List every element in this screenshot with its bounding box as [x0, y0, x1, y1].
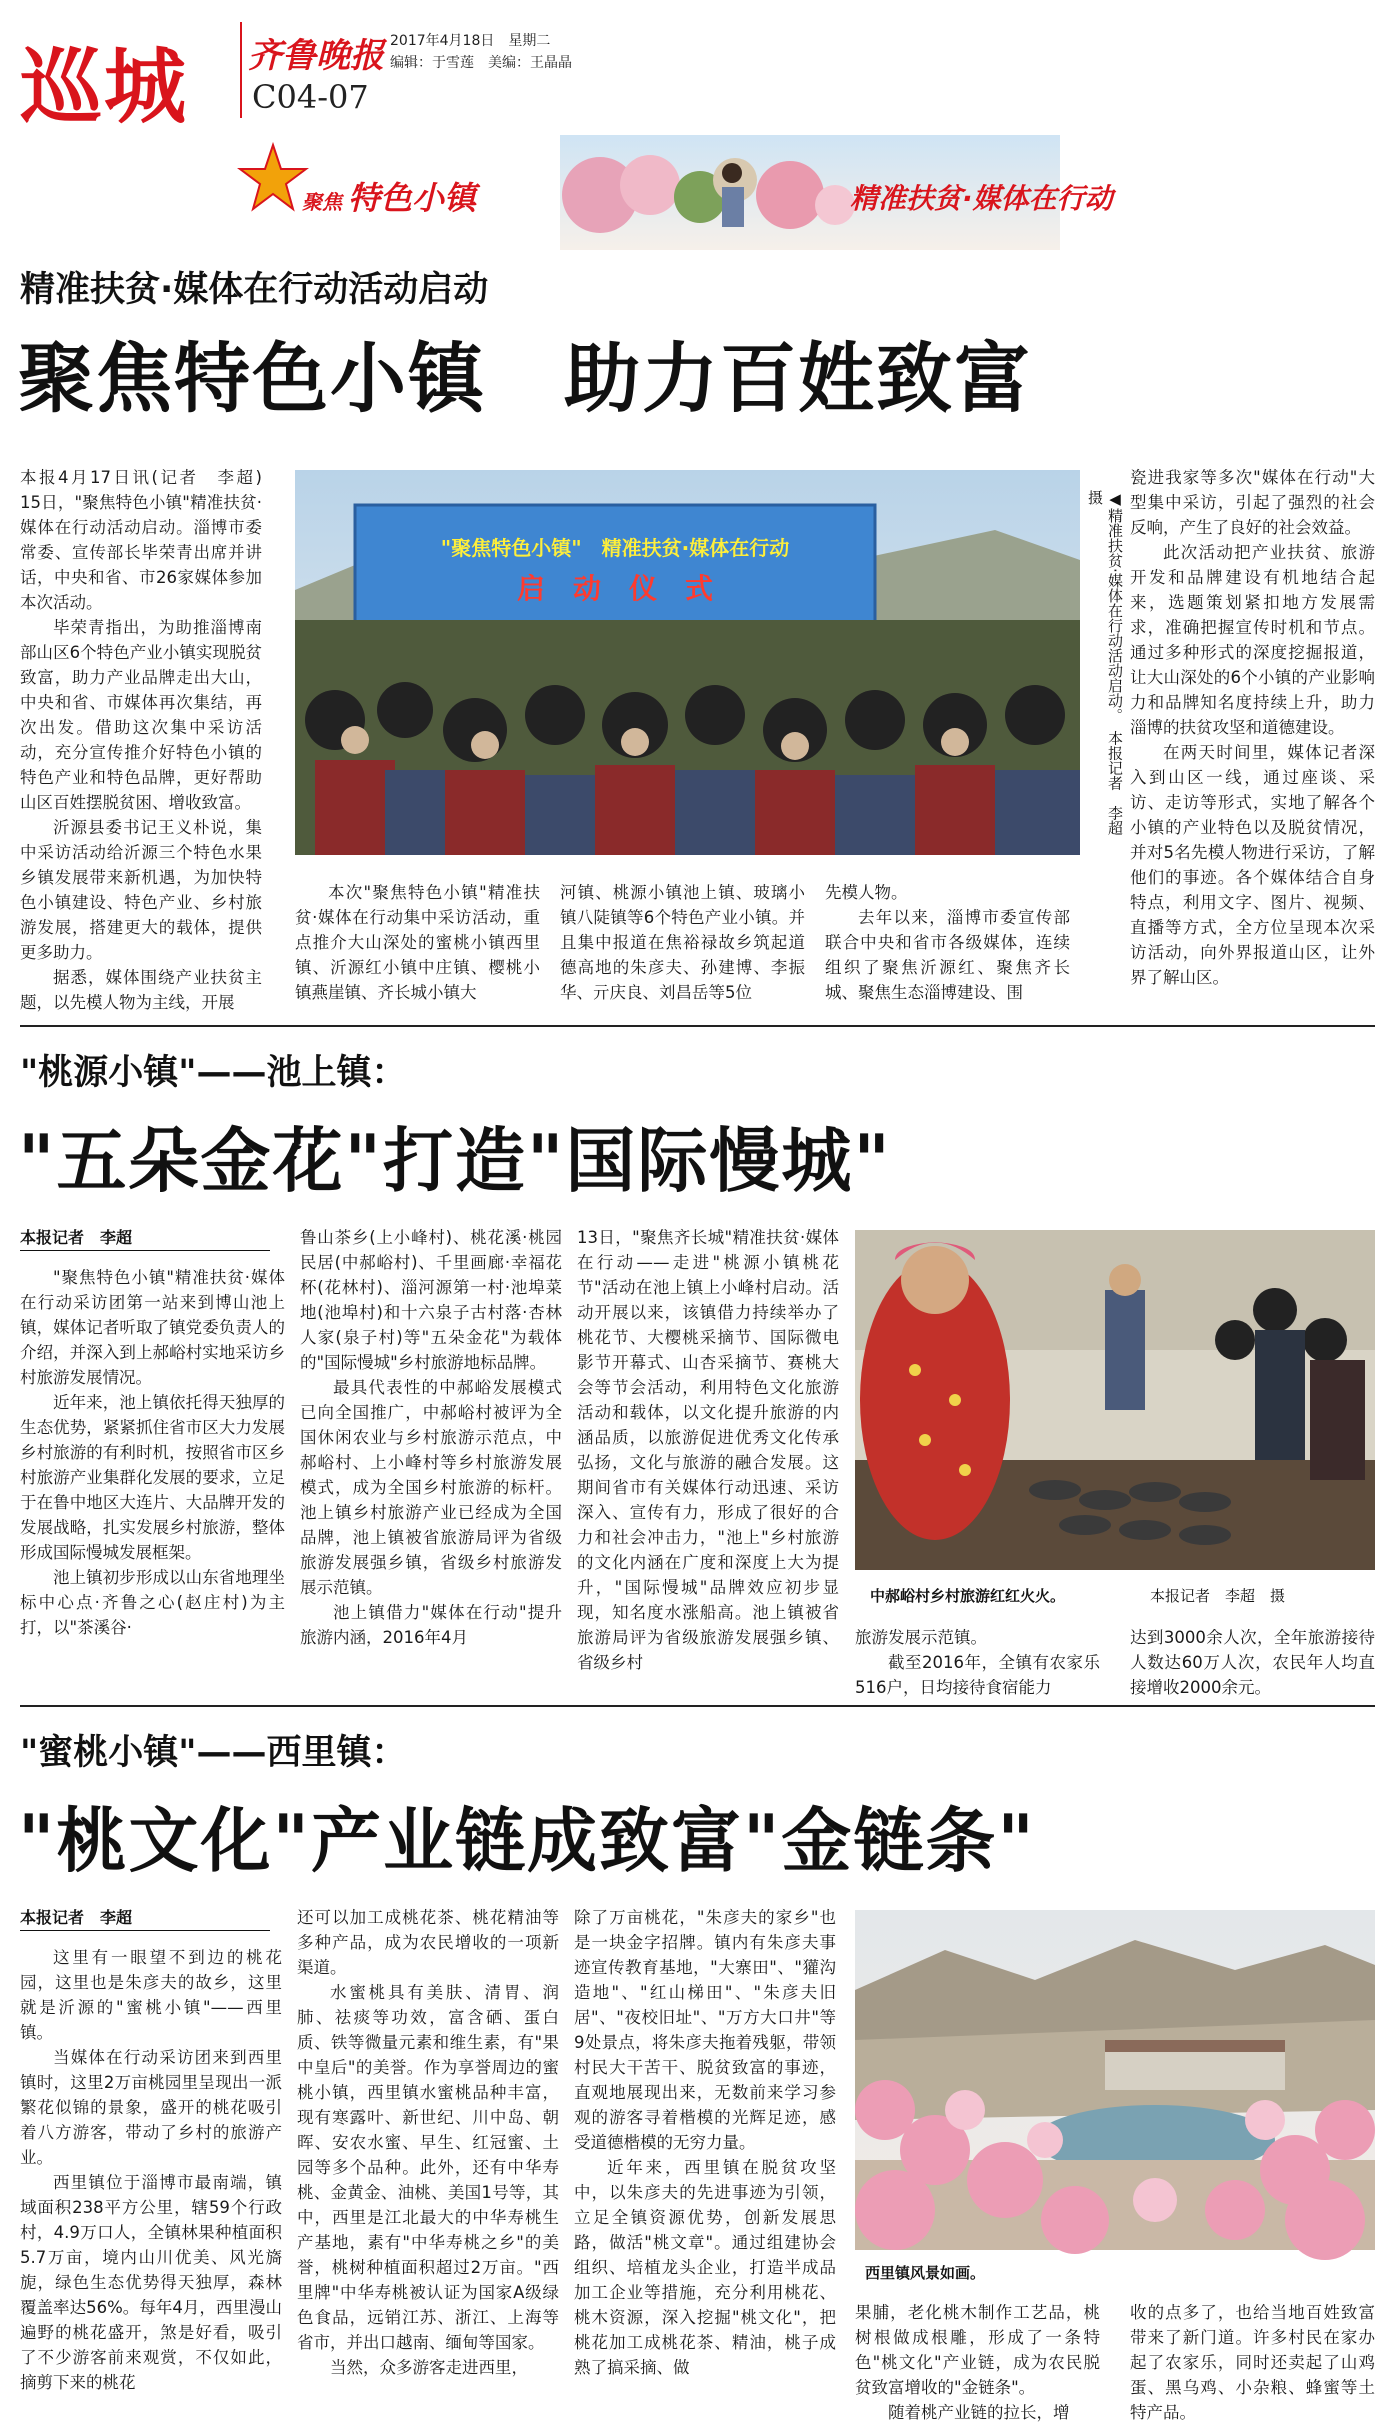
byline-rule [20, 1250, 270, 1251]
story2-col2-para: 最具代表性的中郝峪发展模式已向全国推广，中郝峪村被评为全国休闲农业与乡村旅游示范点，中郝峪村、上小峰村等乡村旅游发展模式，成为全国乡村旅游的标杆。池上镇乡村旅游产业已经成为全国品牌，池上镇被省旅游局评为省级旅游发展强乡镇，省级乡村旅游发展示范镇。 [300, 1378, 562, 1597]
launch-ceremony-photo [295, 470, 1080, 855]
section-divider [20, 1705, 1375, 1707]
page-number: C04-07 [252, 78, 369, 116]
story2-col1-para: 近年来，池上镇依托得天独厚的生态优势，紧紧抓住省市区大力发展乡村旅游的有利时机，按照省市区乡村旅游产业集群化发展的要求，立足于在鲁中地区大连片、大品牌开发的发展战略，扎实发展乡村旅游，整体形成国际慢城发展框架。 [20, 1393, 285, 1562]
newspaper-logo: 齐鲁晚报 [248, 36, 384, 76]
story1-col5-para: 此次活动把产业扶贫、旅游开发和品牌建设有机地结合起来，选题策划紧扣地方发展需求，准确把握宣传时机和节点。通过多种形式的深度挖掘报道，让大山深处的6个小镇的产业影响力和品牌知名度持续上升，助力淄博的扶贫攻坚和道德建设。 [1130, 543, 1375, 737]
story1-column-4 [825, 880, 1070, 1005]
story3-column-3 [574, 1905, 836, 2385]
story3-col2-para: 水蜜桃具有美肤、清胃、润肺、祛痰等功效，富含硒、蛋白质、铁等微量元素和维生素，有"果中皇后"的美誉。作为享誉周边的蜜桃小镇，西里镇水蜜桃品种丰富，现有寒露叶、新世纪、川中岛、朝晖、安农水蜜、早生、红冠蜜、土园等多个品种。此外，还有中华寿桃、金黄金、油桃、美国1号等，其中，西里是江北最大的中华寿桃生产基地，素有"中华寿桃之乡"的美誉，桃树种植面积超过2万亩。"西里牌"中华寿桃被认证为国家A级绿色食品，远销江苏、浙江、上海等省市，并出口越南、缅甸等国家。 [297, 1983, 559, 2352]
byline-rule [20, 1930, 270, 1931]
story3-col5-para: 收的点多了，也给当地百姓致富带来了新门道。许多村民在家办起了农家乐，同时还卖起了山鸡蛋、黑乌鸡、小杂粮、蜂蜜等土特产品。 [1130, 2303, 1375, 2422]
story2-column-4 [855, 1625, 1100, 1697]
story3-col4-para: 果脯，老化桃木制作工艺品，桃树根做成根雕，形成了一条特色"桃文化"产业链，成为农民脱贫致富增收的"金链条"。 [855, 2303, 1100, 2397]
masthead-divider [240, 22, 242, 118]
story1-col1-para: 本报4月17日讯(记者 李超) 15日，"聚焦特色小镇"精准扶贫·媒体在行动活动启动。淄博市委常委、宣传部长毕荣青出席并讲话，中央和省、市26家媒体参加本次活动。 [20, 468, 279, 612]
tourism-photo [855, 1230, 1375, 1570]
banner-town-label: 特色小镇 [348, 179, 477, 217]
story2-kicker: "桃源小镇"——池上镇： [20, 1053, 407, 1093]
story2-column-1 [20, 1265, 285, 1685]
story1-headline: 聚焦特色小镇 助力百姓致富 [18, 334, 1032, 423]
story2-col4-para: 截至2016年，全镇有农家乐516户，日均接待食宿能力 [855, 1653, 1100, 1697]
story2-col5-para: 达到3000余人次，全年旅游接待人数达60万人次，农民年人均直接增收2000余元。 [1130, 1628, 1375, 1697]
xili-photo-caption: 西里镇风景如画。 [865, 2264, 986, 2282]
story1-col5-para: 瓷进我家等多次"媒体在行动"大型集中采访，引起了强烈的社会反响，产生了良好的社会效益。 [1130, 468, 1375, 537]
story2-column-3 [577, 1225, 839, 1672]
story2-headline: "五朵金花"打造"国际慢城" [18, 1120, 892, 1202]
banner-focus-label: 聚焦 [302, 190, 342, 214]
story3-col1-para: 当媒体在行动采访团来到西里镇时，这里2万亩桃园里呈现出一派繁花似锦的景象，盛开的桃花吸引着八方游客，带动了乡村的旅游产业。 [20, 2048, 282, 2167]
date-line: 2017年4月18日 星期二 [390, 33, 551, 49]
xili-scenery-photo [855, 1910, 1375, 2250]
story1-col3-para: 河镇、桃源小镇池上镇、玻璃小镇八陡镇等6个特色产业小镇。并且集中报道在焦裕禄故乡筑起道德高地的朱彦夫、孙建博、李振华、亓庆良、刘昌岳等5位 [560, 883, 805, 1002]
feature-banner [230, 135, 1170, 250]
story3-byline: 本报记者 李超 [20, 1908, 133, 1927]
story3-column-4 [855, 2300, 1100, 2422]
story3-col2-para: 当然，众多游客走进西里， [330, 2358, 528, 2377]
story1-column-3 [560, 880, 805, 1005]
story2-col3-para: 13日，"聚焦齐长城"精准扶贫·媒体在行动——走进"桃源小镇桃花节"活动在池上镇上小峰村启动。活动开展以来，该镇借力持续举办了桃花节、大樱桃采摘节、国际微电影节开幕式、山杏采摘节、赛桃大会等节会活动，利用特色文化旅游活动和载体，以文化提升旅游的内涵品质，以旅游促进优秀文化传承弘扬，文化与旅游的融合发展。这期间省市有关媒体行动迅速、采访深入、宣传有力，形成了很好的合力和社会冲击力，"池上"乡村旅游的文化内涵在广度和深度上大为提升，"国际慢城"品牌效应初步显现，知名度水涨船高。池上镇被省旅游局评为省级旅游发展强乡镇、省级乡村 [577, 1228, 839, 1672]
story1-col4-para: 去年以来，淄博市委宣传部联合中央和省市各级媒体，连续组织了聚焦沂源红、聚焦齐长城、聚焦生态淄博建设、围 [825, 908, 1070, 1002]
section-title: 巡城 [20, 39, 189, 135]
story3-col4-para: 随着桃产业链的拉长，增 [888, 2403, 1070, 2422]
story3-col1-para: 这里有一眼望不到边的桃花园，这里也是朱彦夫的故乡，这里就是沂源的"蜜桃小镇"——西里镇。 [20, 1948, 282, 2042]
tourism-photo-caption: 中郝峪村乡村旅游红红火火。 [870, 1587, 1066, 1605]
story2-col1-para: "聚焦特色小镇"精准扶贫·媒体在行动采访团第一站来到博山池上镇，媒体记者听取了镇党委负责人的介绍，并深入到上郝峪村实地采访乡村旅游发展情况。 [20, 1268, 285, 1387]
story1-column-1 [20, 465, 279, 1012]
banner-right-title: 精准扶贫·媒体在行动 [850, 182, 1113, 215]
story2-col2-para: 鲁山茶乡(上小峰村)、桃花溪·桃园民居(中郝峪村)、千里画廊·幸福花杯(花林村)、淄河源第一村·池埠菜地(池埠村)和十六泉子古村落·杏林人家(泉子村)等"五朵金花"为载体的"国际慢城"乡村旅游地标品牌。 [300, 1228, 562, 1372]
story2-column-5 [1130, 1625, 1375, 1697]
tourism-photo-credit: 本报记者 李超 摄 [1150, 1587, 1286, 1605]
ceremony-banner-line1: "聚焦特色小镇" 精准扶贫·媒体在行动 [440, 536, 790, 560]
launch-photo-caption: ◀精准扶贫·媒体在行动活动启动。 本报记者 李超 摄 [1086, 490, 1124, 851]
editor-line: 编辑：于雪莲 美编：王晶晶 [390, 55, 572, 71]
story1-kicker: 精准扶贫·媒体在行动活动启动 [20, 270, 489, 310]
story1-col1-para: 毕荣青指出，为助推淄博南部山区6个特色产业小镇实现脱贫致富，助力产业品牌走出大山，中央和省、市媒体再次集结，再次出发。借助这次集中采访活动，充分宣传推介好特色小镇的特色产业和特色品牌，更好帮助山区百姓摆脱贫困、增收致富。 [20, 618, 262, 812]
story2-column-2 [300, 1225, 562, 1685]
story1-col2-para: 本次"聚焦特色小镇"精准扶贫·媒体在行动集中采访活动，重点推介大山深处的蜜桃小镇西里镇、沂源红小镇中庄镇、樱桃小镇燕崖镇、齐长城小镇大 [295, 883, 540, 1002]
story1-col1-para: 沂源县委书记王义朴说，集中采访活动给沂源三个特色水果乡镇发展带来新机遇，为加快特色小镇建设、特色产业、乡村旅游发展，搭建更大的载体，提供更多助力。 [20, 818, 262, 962]
story1-col5-para: 在两天时间里，媒体记者深入到山区一线，通过座谈、采访、走访等形式，实地了解各个小镇的产业特色以及脱贫情况，并对5名先模人物进行采访，了解他们的事迹。各个媒体结合自身特点，利用文字、图片、视频、直播等方式，全方位呈现本次采访活动，向外界报道山区，让外界了解山区。 [1130, 743, 1375, 987]
story2-byline: 本报记者 李超 [20, 1228, 133, 1247]
section-divider [20, 1025, 1375, 1027]
story3-col3-para: 近年来，西里镇在脱贫攻坚中，以朱彦夫的先进事迹为引领，立足全镇资源优势，创新发展思路，做活"桃文章"。通过组建协会组织、培植龙头企业，打造半成品加工企业等措施，充分利用桃花、桃木资源，深入挖掘"桃文化"，把桃花加工成桃花茶、精油，桃子成熟了搞采摘、做 [574, 2158, 836, 2377]
story3-col3-para: 除了万亩桃花，"朱彦夫的家乡"也是一块金字招牌。镇内有朱彦夫事迹宣传教育基地，"大寨田"、"獾沟造地"、"红山梯田"、"朱彦夫旧居"、"夜校旧址"、"万方大口井"等9处景点，将朱彦夫拖着残躯，带领村民大干苦干、脱贫致富的事迹，直观地展现出来，无数前来学习参观的游客寻着楷模的光辉足迹，感受道德楷模的无穷力量。 [574, 1908, 836, 2152]
story2-col4-para: 旅游发展示范镇。 [855, 1628, 987, 1647]
story2-col2-para: 池上镇借力"媒体在行动"提升旅游内涵，2016年4月 [300, 1603, 562, 1647]
story3-column-1 [20, 1945, 282, 2392]
story3-column-2 [297, 1905, 559, 2385]
story2-col1-para: 池上镇初步形成以山东省地理坐标中心点·齐鲁之心(赵庄村)为主打，以"茶溪谷· [20, 1568, 285, 1637]
story1-col1-para: 据悉，媒体围绕产业扶贫主题，以先模人物为主线，开展 [20, 968, 262, 1012]
story3-col1-para: 西里镇位于淄博市最南端，镇域面积238平方公里，辖59个行政村，4.9万口人，全镇林果种植面积5.7万亩，境内山川优美、风光旖旎，绿色生态优势得天独厚，森林覆盖率达56%。每年4月，西里漫山遍野的桃花盛开，煞是好看，吸引了不少游客前来观赏，不仅如此，摘剪下来的桃花 [20, 2173, 282, 2392]
story3-kicker: "蜜桃小镇"——西里镇： [20, 1733, 407, 1773]
ceremony-banner-line2: 启 动 仪 式 [516, 572, 714, 605]
banner-left-title [302, 173, 476, 219]
story3-headline: "桃文化"产业链成致富"金链条" [18, 1800, 1036, 1882]
story3-column-5 [1130, 2300, 1375, 2422]
story1-col4-para: 先模人物。 [825, 883, 908, 902]
story3-col2-para: 还可以加工成桃花茶、桃花精油等多种产品，成为农民增收的一项新渠道。 [297, 1908, 559, 1977]
story1-column-5 [1130, 465, 1375, 1005]
story1-column-2 [295, 880, 540, 1005]
